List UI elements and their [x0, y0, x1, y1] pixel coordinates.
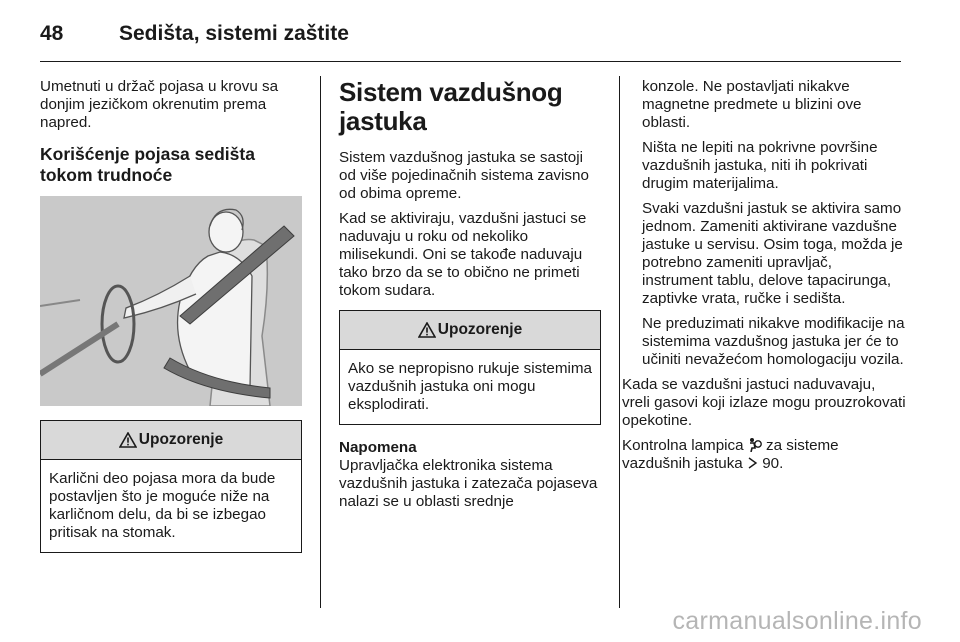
airbag-paragraph-1: Sistem vazdušnog jastuka se sastoji od više pojedinačnih sistema zavisno od obima opreme. [339, 149, 589, 202]
note-item-modifications: Ne preduzimati nikakve modifikacije na sistemima vazdušnog jastuka jer će to učiniti nevažećom homologaciju vozila. [642, 315, 905, 368]
page-number: 48 [40, 22, 64, 45]
column-1 [40, 78, 302, 553]
indicator-paragraph [622, 437, 907, 473]
note-item-replace: Svaki vazdušni jastuk se aktivira samo jednom. Zameniti aktivirane vazdušne jastuke u servisu. Osim toga, možda je potrebno zameniti upravljač, instrument tablu, delove tapacirunga, zaptivke vrata, ručke i sedišta. [642, 200, 903, 307]
watermark: carmanualsonline.info [672, 607, 922, 635]
warning-body: Ako se nepropisno rukuje sistemima vazdušnih jastuka oni mogu eksplodirati. [348, 360, 592, 413]
pregnancy-heading: Korišćenje pojasa sedišta tokom trudnoće [40, 144, 255, 185]
pregnancy-warning-box [40, 420, 302, 553]
page-reference-link[interactable]: 90. [762, 455, 784, 472]
column-3 [622, 78, 907, 480]
page-reference-arrow-icon [747, 457, 758, 469]
warning-triangle-icon [119, 432, 137, 448]
warning-title: Upozorenje [437, 321, 523, 338]
page-title: Sedišta, sistemi zaštite [119, 22, 349, 45]
airbag-warning-box [339, 310, 601, 425]
note-body: Upravljačka elektronika sistema vazdušnih jastuka i zatezača pojaseva nalazi se u oblasti srednje [339, 457, 598, 510]
airbag-indicator-icon [748, 437, 762, 452]
warning-header [41, 421, 301, 460]
warning-body: Karlični deo pojasa mora da bude postavljen što je moguće niže na karličnom delu, da bi se izbegao pritisak na stomak. [49, 470, 276, 541]
warning-triangle-icon [418, 322, 436, 338]
indicator-text-middle: za sisteme vazdušnih jastuka [622, 437, 839, 472]
airbag-system-heading: Sistem vazdušnog jastuka [339, 77, 563, 136]
note-continuation: konzole. Ne postavljati nikakve magnetne predmete u blizini ove oblasti. [642, 78, 862, 131]
warning-title: Upozorenje [138, 431, 224, 448]
intro-text: Umetnuti u držač pojasa u krovu sa donjim jezičkom okrenutim prema napred. [40, 78, 279, 131]
warning-header [340, 311, 600, 350]
note-item-covers: Ništa ne lepiti na pokrivne površine vazdušnih jastuka, niti ih pokrivati drugim materijalima. [642, 139, 878, 192]
hot-gases-paragraph: Kada se vazdušni jastuci naduvavaju, vreli gasovi koji izlaze mogu prouzrokovati opekotine. [622, 376, 906, 429]
column-2 [339, 78, 601, 511]
pregnant-woman-seatbelt-illustration [40, 196, 302, 406]
column-divider-2 [619, 76, 620, 608]
airbag-paragraph-2: Kad se aktiviraju, vazdušni jastuci se naduvaju u roku od nekoliko milisekundi. Oni se takođe naduvaju tako brzo da se to obično ne primeti tokom sudara. [339, 210, 587, 299]
column-divider-1 [320, 76, 321, 608]
indicator-text-start: Kontrolna lampica [622, 437, 744, 454]
header-rule [40, 61, 901, 62]
note-title: Napomena [339, 439, 417, 456]
